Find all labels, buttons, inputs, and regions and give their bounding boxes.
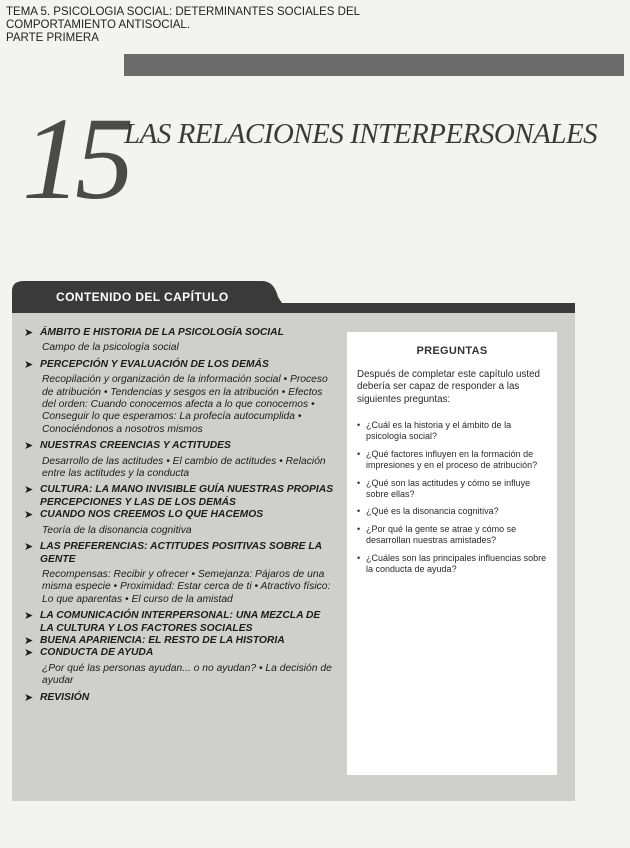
question-item — [357, 420, 549, 443]
question-text: ¿Por qué la gente se atrae y cómo se desarrollan nuestras amistades? — [366, 523, 517, 546]
chapter-number: 15 — [22, 93, 128, 224]
bullet-icon: • — [357, 523, 361, 534]
bullet-icon: • — [357, 477, 361, 488]
question-item — [357, 449, 549, 472]
toc-item — [24, 610, 336, 635]
bullet-icon: • — [357, 420, 361, 430]
toc-heading: CONDUCTA DE AYUDA — [40, 647, 154, 659]
question-text: ¿Qué factores influyen en la formación de impresiones y en el proceso de atribución? — [366, 448, 538, 471]
arrow-right-icon: ➤ — [24, 634, 34, 647]
toc-heading: BUENA APARIENCIA: EL RESTO DE LA HISTORIA — [40, 634, 285, 646]
contents-label: CONTENIDO DEL CAPÍTULO — [56, 290, 229, 304]
top-decorative-band — [124, 54, 624, 76]
bullet-icon: • — [357, 552, 361, 563]
question-text: ¿Cuáles son las principales influencias sobre la conducta de ayuda? — [366, 552, 547, 575]
questions-intro: Después de completar este capítulo usted debería ser capaz de responder a las siguientes preguntas: — [357, 369, 540, 405]
toc-item — [24, 509, 336, 537]
toc-subtopics: Desarrollo de las actitudes • El cambio de actitudes • Relación entre las actitudes y la conducta — [42, 455, 326, 480]
chapter-title: LAS RELACIONES INTERPERSONALES — [124, 118, 598, 150]
arrow-right-icon: ➤ — [24, 610, 34, 623]
arrow-right-icon: ➤ — [24, 358, 34, 371]
questions-title: PREGUNTAS — [416, 345, 488, 357]
question-item — [357, 524, 549, 547]
header-line-3: PARTE PRIMERA — [6, 32, 99, 44]
toc-heading: CUANDO NOS CREEMOS LO QUE HACEMOS — [40, 509, 264, 521]
toc-heading: CULTURA: LA MANO INVISIBLE GUÍA NUESTRAS PROPIAS PERCEPCIONES Y LAS DE LOS DEMÁS — [40, 484, 334, 508]
contents-header-bar — [12, 281, 575, 313]
toc-heading: ÁMBITO E HISTORIA DE LA PSICOLOGÍA SOCIAL — [40, 327, 284, 338]
arrow-right-icon: ➤ — [24, 541, 34, 554]
toc-item — [24, 359, 336, 436]
toc-item — [24, 541, 336, 606]
question-text: ¿Qué es la disonancia cognitiva? — [366, 506, 499, 517]
arrow-right-icon: ➤ — [24, 484, 34, 497]
toc-subtopics: Teoría de la disonancia cognitiva — [42, 524, 192, 536]
toc-item — [24, 484, 336, 509]
arrow-right-icon: ➤ — [24, 647, 34, 660]
question-item — [357, 553, 549, 576]
arrow-right-icon: ➤ — [24, 440, 34, 453]
question-text: ¿Qué son las actitudes y cómo se influye sobre ellas? — [366, 477, 531, 500]
header-line-2: COMPORTAMIENTO ANTISOCIAL. — [6, 19, 191, 31]
questions-list — [357, 420, 549, 581]
toc-item — [24, 647, 336, 687]
toc-subtopics: Recopilación y organización de la información social • Proceso de atribución • Tendencias y sesgos en la atribución • Efectos del orden: Cuando conocemos afecta a lo que conocemos • Conseguir lo que esperamos: La profecía autocumplida • Conociéndonos a nosotros mismos — [42, 374, 328, 435]
question-item — [357, 478, 549, 501]
arrow-right-icon: ➤ — [24, 327, 34, 339]
toc-subtopics: ¿Por qué las personas ayudan... o no ayudan? • La decisión de ayudar — [42, 662, 332, 687]
toc-heading: PERCEPCIÓN Y EVALUACIÓN DE LOS DEMÁS — [40, 358, 269, 370]
toc-heading: NUESTRAS CREENCIAS Y ACTITUDES — [40, 440, 231, 452]
question-text: ¿Cuál es la historia y el ámbito de la psicología social? — [366, 420, 512, 442]
bullet-icon: • — [357, 506, 361, 517]
header-line-1: TEMA 5. PSICOLOGIA SOCIAL: DETERMINANTES SOCIALES DEL — [6, 6, 361, 18]
bullet-icon: • — [357, 448, 361, 459]
toc-item — [24, 327, 336, 355]
toc-item — [24, 635, 336, 647]
toc-heading: LAS PREFERENCIAS: ACTITUDES POSITIVAS SOBRE LA GENTE — [40, 541, 322, 565]
questions-box — [347, 332, 557, 775]
toc-item — [24, 692, 336, 704]
arrow-right-icon: ➤ — [24, 691, 34, 704]
page-header — [6, 6, 360, 45]
toc-heading: REVISIÓN — [40, 691, 90, 703]
question-item — [357, 506, 549, 517]
toc-subtopics: Recompensas: Recibir y ofrecer • Semejanza: Pájaros de una misma especie • Proximidad: Estar cerca de ti • Atractivo físico: Lo que aparentas • El curso de la amistad — [42, 568, 331, 605]
table-of-contents — [24, 327, 336, 708]
toc-item — [24, 440, 336, 480]
arrow-right-icon: ➤ — [24, 509, 34, 522]
toc-subtopics: Campo de la psicología social — [42, 342, 179, 354]
toc-heading: LA COMUNICACIÓN INTERPERSONAL: UNA MEZCLA DE LA CULTURA Y LOS FACTORES SOCIALES — [40, 610, 321, 634]
